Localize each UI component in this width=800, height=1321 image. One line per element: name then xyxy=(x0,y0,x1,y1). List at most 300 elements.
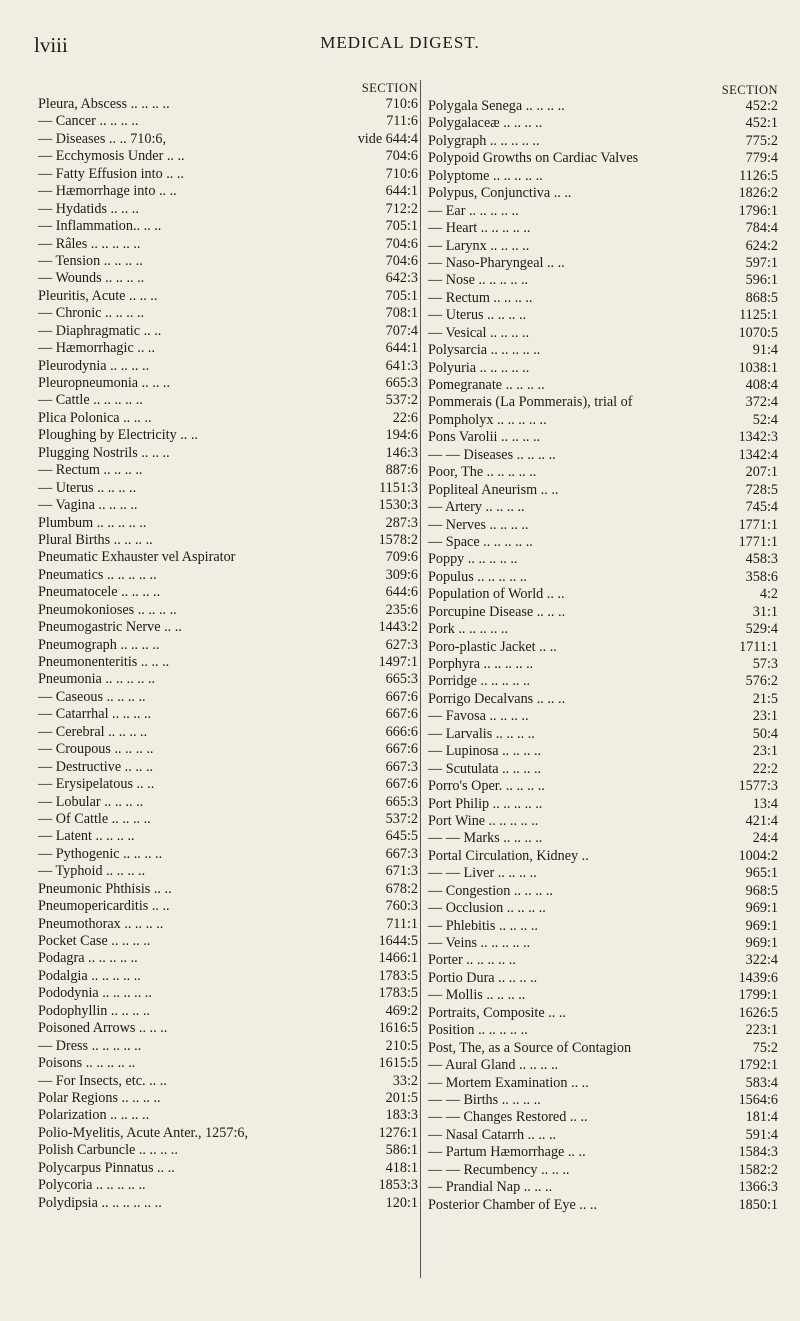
index-entry xyxy=(38,1003,418,1020)
index-term: — Favosa .. .. .. .. xyxy=(428,708,529,725)
section-reference: 576:2 xyxy=(745,673,778,690)
section-reference: 709:6 xyxy=(385,549,418,566)
section-reference: 779:4 xyxy=(745,150,778,167)
section-reference: 183:3 xyxy=(385,1107,418,1124)
index-entry xyxy=(428,203,778,220)
section-reference: 1070:5 xyxy=(738,324,778,341)
section-reference: 760:3 xyxy=(385,898,418,915)
index-term: Popliteal Aneurism .. .. xyxy=(428,481,559,498)
index-term: Pneumokonioses .. .. .. .. xyxy=(38,601,177,618)
index-entry xyxy=(428,150,778,167)
section-reference: 537:2 xyxy=(385,810,418,827)
index-entry xyxy=(38,148,418,165)
index-term: Poor, The .. .. .. .. .. xyxy=(428,464,537,481)
section-reference: 31:1 xyxy=(752,603,778,620)
section-reference: 358:6 xyxy=(745,568,778,585)
index-entry xyxy=(428,743,778,760)
index-entry xyxy=(428,639,778,656)
index-term: Polycarpus Pinnatus .. .. xyxy=(38,1159,175,1176)
index-term: — Lupinosa .. .. .. .. xyxy=(428,743,542,760)
index-entry xyxy=(38,741,418,758)
section-reference: 708:1 xyxy=(385,305,418,322)
index-term: — Phlebitis .. .. .. .. xyxy=(428,917,538,934)
index-entry xyxy=(428,220,778,237)
index-entry xyxy=(38,828,418,845)
index-term: — Cerebral .. .. .. .. xyxy=(38,723,148,740)
index-term: — Congestion .. .. .. .. xyxy=(428,882,553,899)
index-entry xyxy=(428,133,778,150)
section-reference: 120:1 xyxy=(385,1194,418,1211)
index-term: Pneumonia .. .. .. .. .. xyxy=(38,671,156,688)
index-entry xyxy=(428,604,778,621)
index-entry xyxy=(428,168,778,185)
section-reference: 1644:5 xyxy=(378,933,418,949)
section-reference: 22:6 xyxy=(392,409,418,426)
section-reference: 728:5 xyxy=(745,481,778,498)
section-reference: 1584:3 xyxy=(738,1144,778,1161)
index-term: — Heart .. .. .. .. .. xyxy=(428,220,531,237)
index-term: Pocket Case .. .. .. .. xyxy=(38,933,151,949)
index-term: — Fatty Effusion into .. .. xyxy=(38,165,184,182)
index-term: — Inflammation.. .. .. xyxy=(38,218,162,235)
index-entry xyxy=(428,987,778,1004)
index-entry xyxy=(38,985,418,1002)
index-entry xyxy=(428,534,778,551)
index-entry xyxy=(428,517,778,534)
index-entry xyxy=(428,935,778,952)
index-term: — Scutulata .. .. .. .. xyxy=(428,760,542,777)
index-entry xyxy=(38,933,418,950)
section-reference: 586:1 xyxy=(385,1142,418,1159)
index-entry xyxy=(38,113,418,130)
section-reference: 1582:2 xyxy=(738,1161,778,1178)
section-reference: 4:2 xyxy=(759,586,778,603)
section-reference: 624:2 xyxy=(745,237,778,254)
section-reference: 968:5 xyxy=(745,882,778,899)
index-term: Post, The, as a Source of Contagion xyxy=(428,1039,632,1056)
section-reference: 969:1 xyxy=(745,900,778,917)
section-reference: 969:1 xyxy=(745,935,778,951)
index-entry xyxy=(428,394,778,411)
section-reference: 1783:5 xyxy=(378,985,418,1002)
index-term: Pneumogastric Nerve .. .. xyxy=(38,619,182,636)
index-entry xyxy=(428,429,778,446)
index-entry xyxy=(38,724,418,741)
section-reference: 309:6 xyxy=(385,566,418,583)
index-term: Podagra .. .. .. .. .. xyxy=(38,950,138,967)
index-term: — Uterus .. .. .. .. xyxy=(38,479,137,496)
index-term: Polyuria .. .. .. .. .. xyxy=(428,359,530,376)
index-term: — — Liver .. .. .. .. xyxy=(428,865,537,882)
section-reference: 1626:5 xyxy=(738,1004,778,1021)
index-entry xyxy=(38,863,418,880)
index-term: Polarization .. .. .. .. xyxy=(38,1107,150,1124)
section-reference: 705:1 xyxy=(385,218,418,235)
index-term: Port Wine .. .. .. .. .. xyxy=(428,812,539,829)
index-term: — Prandial Nap .. .. .. xyxy=(428,1179,553,1196)
index-term: — Latent .. .. .. .. xyxy=(38,828,135,845)
index-term: — Tension .. .. .. .. xyxy=(38,252,143,269)
index-entry xyxy=(38,375,418,392)
index-entry xyxy=(38,236,418,253)
index-entry xyxy=(38,950,418,967)
index-entry xyxy=(428,447,778,464)
index-entry xyxy=(38,96,418,113)
index-entry xyxy=(38,183,418,200)
index-entry xyxy=(38,637,418,654)
index-term: — Râles .. .. .. .. .. xyxy=(38,235,141,252)
index-term: Podalgia .. .. .. .. .. xyxy=(38,967,141,984)
index-term: — Aural Gland .. .. .. .. xyxy=(428,1057,559,1074)
index-entry xyxy=(428,307,778,324)
index-term: Pneumatics .. .. .. .. .. xyxy=(38,566,157,583)
section-reference: 784:4 xyxy=(745,220,778,237)
index-entry xyxy=(38,1142,418,1159)
index-term: Plural Births .. .. .. .. xyxy=(38,531,153,548)
section-reference: 1826:2 xyxy=(738,185,778,202)
index-term: — Mollis .. .. .. .. xyxy=(428,987,526,1004)
section-reference: 91:4 xyxy=(752,342,778,359)
section-reference: 1564:6 xyxy=(738,1091,778,1108)
section-reference: 707:4 xyxy=(385,322,418,339)
index-term: — Occlusion .. .. .. .. xyxy=(428,900,546,917)
index-entry xyxy=(38,898,418,915)
index-entry xyxy=(428,342,778,359)
index-term: Polydipsia .. .. .. .. .. .. xyxy=(38,1194,162,1211)
index-term: Pompholyx .. .. .. .. .. xyxy=(428,411,547,428)
section-reference: 1530:3 xyxy=(378,497,418,514)
section-reference: 667:6 xyxy=(385,776,418,793)
section-reference: 965:1 xyxy=(745,865,778,882)
index-entry xyxy=(38,881,418,898)
index-entry xyxy=(38,480,418,497)
index-entry xyxy=(428,98,778,115)
index-entry xyxy=(38,497,418,514)
index-term: — Diaphragmatic .. .. xyxy=(38,322,162,339)
section-reference: 665:3 xyxy=(385,671,418,688)
section-reference: 667:3 xyxy=(385,758,418,775)
index-term: Pleuritis, Acute .. .. .. xyxy=(38,287,158,304)
index-term: — Ear .. .. .. .. .. xyxy=(428,202,519,219)
section-reference: 642:3 xyxy=(385,270,418,287)
index-entry xyxy=(38,427,418,444)
section-reference: 1342:4 xyxy=(738,446,778,463)
index-term: Podophyllin .. .. .. .. xyxy=(38,1002,150,1019)
section-reference: 645:5 xyxy=(385,828,418,845)
section-reference: 678:2 xyxy=(385,880,418,897)
section-column-header: SECTION xyxy=(721,83,778,97)
section-reference: 146:3 xyxy=(385,444,418,461)
section-reference: 1443:2 xyxy=(378,619,418,636)
index-column-left xyxy=(38,80,418,1212)
index-entry xyxy=(428,115,778,132)
index-term: Poppy .. .. .. .. .. xyxy=(428,551,518,568)
index-term: — Larvalis .. .. .. .. xyxy=(428,725,535,742)
section-reference: 23:1 xyxy=(752,708,778,725)
index-entry xyxy=(38,776,418,793)
index-term: — Naso-Pharyngeal .. .. xyxy=(428,254,565,271)
index-term: Pneumograph .. .. .. .. xyxy=(38,636,160,653)
index-entry xyxy=(428,918,778,935)
index-term: Pneumonic Phthisis .. .. xyxy=(38,880,172,897)
index-entry xyxy=(428,185,778,202)
index-term: Plumbum .. .. .. .. .. xyxy=(38,514,147,531)
index-entry xyxy=(38,567,418,584)
index-entry xyxy=(428,1197,778,1214)
index-entry xyxy=(428,813,778,830)
section-reference: 322:4 xyxy=(745,952,778,969)
index-entry xyxy=(428,464,778,481)
index-entry xyxy=(428,1144,778,1161)
section-reference: 1711:1 xyxy=(739,638,778,655)
index-term: Poisoned Arrows .. .. .. xyxy=(38,1020,168,1037)
index-term: Porro's Oper. .. .. .. .. xyxy=(428,778,545,795)
index-entry xyxy=(428,360,778,377)
section-reference: 666:6 xyxy=(385,723,418,740)
index-entry xyxy=(38,794,418,811)
index-term: Polio-Myelitis, Acute Anter., 1257:6, xyxy=(38,1124,249,1141)
index-entry xyxy=(428,970,778,987)
section-reference: 667:3 xyxy=(385,845,418,862)
index-term: — For Insects, etc. .. .. xyxy=(38,1072,167,1089)
index-entry xyxy=(38,515,418,532)
index-term: — Mortem Examination .. .. xyxy=(428,1074,589,1091)
index-entry xyxy=(38,1160,418,1177)
index-entry xyxy=(38,689,418,706)
section-reference: 372:4 xyxy=(745,394,778,411)
index-term: Pododynia .. .. .. .. .. xyxy=(38,985,152,1002)
section-reference: 627:3 xyxy=(385,636,418,653)
section-reference: 710:6 xyxy=(385,165,418,182)
section-reference: 671:3 xyxy=(385,863,418,880)
index-entry xyxy=(38,305,418,322)
index-term: Pork .. .. .. .. .. xyxy=(428,621,509,638)
section-reference: 207:1 xyxy=(745,464,778,481)
section-reference: 452:2 xyxy=(745,98,778,114)
index-term: Pons Varolii .. .. .. .. xyxy=(428,429,541,446)
index-entry xyxy=(38,410,418,427)
index-entry xyxy=(38,1055,418,1072)
index-term: — Caseous .. .. .. .. xyxy=(38,688,146,705)
index-entry xyxy=(38,1125,418,1142)
index-term: — Pythogenic .. .. .. .. xyxy=(38,845,163,862)
section-reference: 597:1 xyxy=(745,254,778,271)
section-reference: 529:4 xyxy=(745,621,778,638)
section-reference: 665:3 xyxy=(385,793,418,810)
index-term: Port Philip .. .. .. .. .. xyxy=(428,795,543,812)
index-entry xyxy=(38,811,418,828)
index-entry xyxy=(38,706,418,723)
index-column-right xyxy=(428,80,778,1214)
index-term: Pneumothorax .. .. .. .. xyxy=(38,915,164,932)
index-entry xyxy=(428,1127,778,1144)
index-term: Porrigo Decalvans .. .. .. xyxy=(428,690,566,707)
index-entry xyxy=(428,272,778,289)
column-divider xyxy=(420,80,421,1278)
section-reference: 596:1 xyxy=(745,272,778,289)
index-term: Populus .. .. .. .. .. xyxy=(428,568,527,585)
index-entry xyxy=(428,482,778,499)
index-term: Polygala Senega .. .. .. .. xyxy=(428,98,565,114)
section-reference: 712:2 xyxy=(385,200,418,217)
section-reference: 75:2 xyxy=(752,1039,778,1056)
index-term: Poisons .. .. .. .. .. xyxy=(38,1055,136,1072)
index-term: Polish Carbuncle .. .. .. .. xyxy=(38,1142,178,1159)
section-reference: 1792:1 xyxy=(738,1057,778,1074)
section-column-header: SECTION xyxy=(361,81,418,95)
index-entry xyxy=(38,671,418,688)
section-reference: 969:1 xyxy=(745,917,778,934)
index-entry xyxy=(428,952,778,969)
index-term: Ploughing by Electricity .. .. xyxy=(38,427,198,444)
index-term: — — Diseases .. .. .. .. xyxy=(428,446,556,463)
section-reference: 1616:5 xyxy=(378,1020,418,1037)
index-term: Porridge .. .. .. .. .. xyxy=(428,673,531,690)
index-term: Porter .. .. .. .. .. xyxy=(428,952,516,969)
index-term: — Chronic .. .. .. .. xyxy=(38,305,145,322)
section-reference: 458:3 xyxy=(745,551,778,568)
section-reference: 667:6 xyxy=(385,688,418,705)
section-reference: 1439:6 xyxy=(738,969,778,986)
section-reference: 1796:1 xyxy=(738,202,778,219)
index-entry xyxy=(38,392,418,409)
index-term: — Erysipelatous .. .. xyxy=(38,776,155,793)
index-entry xyxy=(428,586,778,603)
index-term: — Uterus .. .. .. .. xyxy=(428,307,527,324)
section-reference: 745:4 xyxy=(745,499,778,516)
index-entry xyxy=(428,290,778,307)
section-reference: 1615:5 xyxy=(378,1055,418,1072)
index-entry xyxy=(38,846,418,863)
index-entry xyxy=(38,1090,418,1107)
index-term: Pleura, Abscess .. .. .. .. xyxy=(38,96,170,112)
index-entry xyxy=(38,532,418,549)
index-entry xyxy=(428,656,778,673)
section-reference: 1366:3 xyxy=(738,1179,778,1196)
index-term: — Hydatids .. .. .. xyxy=(38,200,139,217)
index-entry xyxy=(38,131,418,148)
index-term: Polyptome .. .. .. .. .. xyxy=(428,167,543,184)
index-term: — — Recumbency .. .. .. xyxy=(428,1161,570,1178)
index-entry xyxy=(38,1107,418,1124)
index-entry xyxy=(38,549,418,566)
section-reference: vide 644:4 xyxy=(357,130,418,147)
index-term: — Hæmorrhagic .. .. xyxy=(38,340,156,357)
index-term: — Destructive .. .. .. xyxy=(38,758,154,775)
index-entry xyxy=(428,377,778,394)
index-term: Pneumatic Exhauster vel Aspirator xyxy=(38,549,236,566)
index-term: Portraits, Composite .. .. xyxy=(428,1004,566,1021)
index-term: — Artery .. .. .. .. xyxy=(428,499,525,516)
index-entry xyxy=(428,621,778,638)
index-entry xyxy=(38,270,418,287)
index-entry xyxy=(38,1020,418,1037)
section-reference: 644:1 xyxy=(385,340,418,357)
index-term: — Diseases .. .. 710:6, xyxy=(38,130,167,147)
index-term: Plugging Nostrils .. .. .. xyxy=(38,444,170,461)
index-term: — Space .. .. .. .. .. xyxy=(428,533,533,550)
index-term: — Veins .. .. .. .. .. xyxy=(428,935,531,951)
section-reference: 1771:1 xyxy=(738,533,778,550)
index-term: Posterior Chamber of Eye .. .. xyxy=(428,1196,598,1213)
section-reference: 194:6 xyxy=(385,427,418,444)
index-term: — Nerves .. .. .. .. xyxy=(428,516,529,533)
index-term: Porphyra .. .. .. .. .. xyxy=(428,656,534,672)
section-reference: 287:3 xyxy=(385,514,418,531)
section-reference: 24:4 xyxy=(752,830,778,847)
section-reference: 23:1 xyxy=(752,743,778,760)
index-term: — Ecchymosis Under .. .. xyxy=(38,148,185,165)
index-entry xyxy=(428,778,778,795)
page-number: lviii xyxy=(34,33,68,57)
index-entry xyxy=(428,708,778,725)
section-reference: 1853:3 xyxy=(378,1177,418,1194)
section-reference: 1783:5 xyxy=(378,967,418,984)
section-reference: 887:6 xyxy=(385,462,418,479)
index-term: — — Changes Restored .. .. xyxy=(428,1109,588,1126)
index-entry xyxy=(428,900,778,917)
index-entry xyxy=(428,1075,778,1092)
section-reference: 705:1 xyxy=(385,287,418,304)
section-reference: 33:2 xyxy=(392,1072,418,1089)
index-term: Pneumatocele .. .. .. .. xyxy=(38,584,161,601)
section-reference: 57:3 xyxy=(752,656,778,672)
index-term: — Hæmorrhage into .. .. xyxy=(38,183,177,200)
section-reference: 408:4 xyxy=(745,377,778,393)
index-term: Pommerais (La Pommerais), trial of xyxy=(428,394,633,411)
section-reference: 537:2 xyxy=(385,392,418,409)
index-term: — — Marks .. .. .. .. xyxy=(428,830,543,847)
index-term: Pomegranate .. .. .. .. xyxy=(428,377,545,393)
index-entry xyxy=(428,1092,778,1109)
index-entry xyxy=(38,288,418,305)
section-reference: 1577:3 xyxy=(738,778,778,795)
section-reference: 775:2 xyxy=(745,132,778,149)
index-term: Plica Polonica .. .. .. xyxy=(38,409,152,426)
index-term: — — Births .. .. .. .. xyxy=(428,1091,541,1108)
index-entry xyxy=(38,445,418,462)
index-term: — Dress .. .. .. .. .. xyxy=(38,1037,142,1054)
index-entry xyxy=(428,569,778,586)
index-entry xyxy=(428,238,778,255)
section-reference: 641:3 xyxy=(385,357,418,374)
index-term: Pleuropneumonia .. .. .. xyxy=(38,375,171,391)
section-reference: 591:4 xyxy=(745,1126,778,1143)
index-term: — Partum Hæmorrhage .. .. xyxy=(428,1144,586,1161)
section-reference: 1342:3 xyxy=(738,429,778,446)
section-reference: 710:6 xyxy=(385,96,418,112)
index-entry xyxy=(428,1057,778,1074)
index-entry xyxy=(428,883,778,900)
index-term: Polar Regions .. .. .. .. xyxy=(38,1089,161,1106)
section-reference: 1004:2 xyxy=(738,847,778,864)
index-term: — Rectum .. .. .. .. xyxy=(428,289,533,306)
section-reference: 1850:1 xyxy=(738,1196,778,1213)
index-entry xyxy=(428,499,778,516)
section-reference: 1038:1 xyxy=(738,359,778,376)
section-reference: 667:6 xyxy=(385,741,418,758)
index-term: Pneumonenteritis .. .. .. xyxy=(38,654,170,670)
index-entry xyxy=(428,412,778,429)
index-entry xyxy=(428,726,778,743)
index-term: Polypoid Growths on Cardiac Valves xyxy=(428,150,639,167)
index-entry xyxy=(38,323,418,340)
index-entry xyxy=(428,1109,778,1126)
index-term: Portal Circulation, Kidney .. xyxy=(428,847,589,864)
index-entry xyxy=(428,1040,778,1057)
index-term: Polygalaceæ .. .. .. .. xyxy=(428,115,543,132)
index-entry xyxy=(38,166,418,183)
